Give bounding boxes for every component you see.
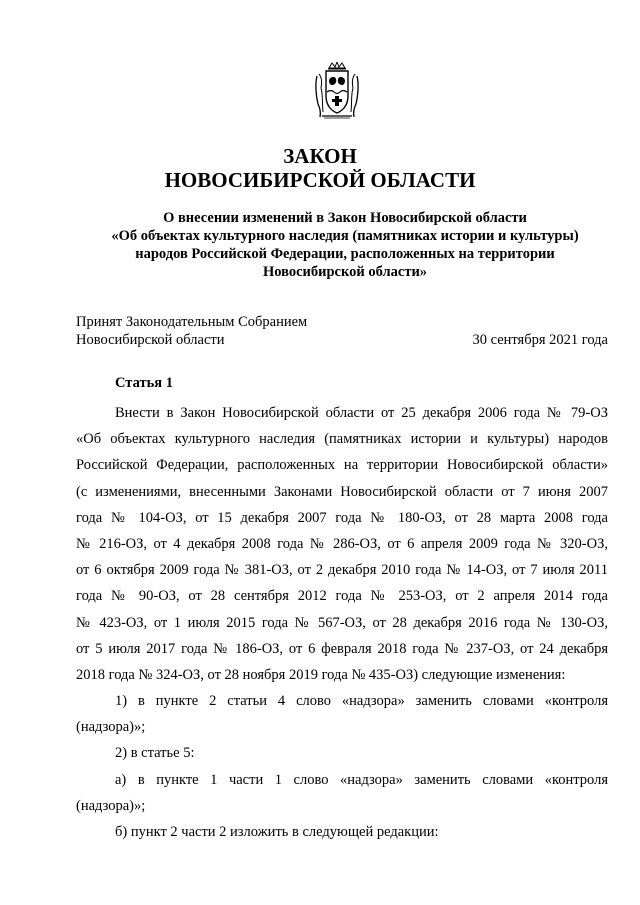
text-line: а) в пункте 1 части 1 слово «надзора» заменить словами «контроля bbox=[115, 771, 608, 788]
text-line: Российской Федерации, расположенных на территории Новосибирской области» bbox=[76, 457, 608, 474]
text-line: № 216-ОЗ, от 4 декабря 2008 года № 286-ОЗ, от 6 апреля 2009 года № 320-ОЗ, bbox=[76, 535, 608, 552]
text-line: (надзора)»; bbox=[76, 797, 146, 814]
text-line: (надзора)»; bbox=[76, 719, 146, 736]
text-line: 2) в статье 5: bbox=[115, 745, 195, 762]
text-line: 2018 года № 324-ОЗ, от 28 ноября 2019 года № 435-ОЗ) следующие изменения: bbox=[76, 666, 566, 683]
text-line: года № 90-ОЗ, от 28 сентября 2012 года № 253-ОЗ, от 2 апреля 2014 года bbox=[76, 588, 608, 605]
adoption-line: Новосибирской области bbox=[76, 332, 225, 348]
text-line: от 5 июля 2017 года № 186-ОЗ, от 6 февраля 2018 года № 237-ОЗ, от 24 декабря bbox=[76, 640, 608, 657]
text-line: «Об объектах культурного наследия (памятниках истории и культуры) народов bbox=[76, 431, 608, 448]
coat-of-arms-icon bbox=[314, 62, 360, 120]
subject-line: Новосибирской области» bbox=[262, 264, 428, 280]
law-region-title: НОВОСИБИРСКОЙ ОБЛАСТИ bbox=[164, 168, 476, 192]
subject-line: «Об объектах культурного наследия (памятниках истории и культуры) bbox=[111, 228, 579, 244]
text-line: года № 104-ОЗ, от 15 декабря 2007 года № 180-ОЗ, от 28 марта 2008 года bbox=[76, 509, 608, 526]
law-title: ЗАКОН bbox=[283, 144, 357, 168]
subject-line: О внесении изменений в Закон Новосибирской области bbox=[163, 210, 527, 226]
adoption-authority bbox=[76, 313, 307, 349]
text-line: (с изменениями, внесенными Законами Новосибирской области от 7 июня 2007 bbox=[76, 483, 608, 500]
text-line: б) пункт 2 части 2 изложить в следующей редакции: bbox=[115, 824, 439, 840]
text-line: Внести в Закон Новосибирской области от 25 декабря 2006 года № 79-ОЗ bbox=[115, 405, 608, 421]
adoption-date: 30 сентября 2021 года bbox=[472, 332, 608, 348]
text-line: № 423-ОЗ, от 1 июля 2015 года № 567-ОЗ, от 28 декабря 2016 года № 130-ОЗ, bbox=[76, 614, 608, 631]
subject-line: народов Российской Федерации, расположенных на территории bbox=[135, 246, 555, 262]
law-subject bbox=[60, 209, 630, 281]
text-line: 1) в пункте 2 статьи 4 слово «надзора» заменить словами «контроля bbox=[115, 693, 608, 710]
adoption-line: Принят Законодательным Собранием bbox=[76, 314, 308, 330]
article-body bbox=[76, 400, 608, 845]
text-line: от 6 октября 2009 года № 381-ОЗ, от 2 декабря 2010 года № 14-ОЗ, от 7 июля 2011 bbox=[76, 562, 608, 579]
article-heading: Статья 1 bbox=[115, 375, 173, 391]
